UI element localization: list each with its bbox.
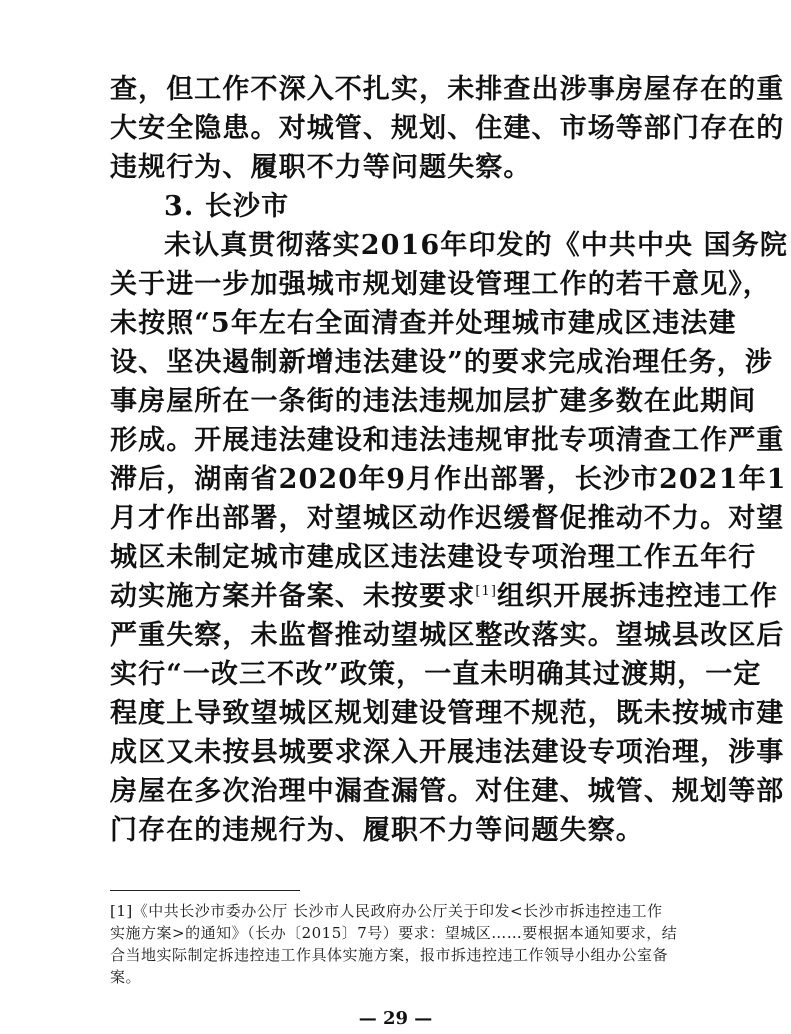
text-line: 实行“一改三不改”政策，一直未明确其过渡期，一定 [110,659,762,690]
text-line: 事房屋所在一条街的违法违规加层扩建多数在此期间 [110,386,757,417]
text-line: 严重失察，未监督推动望城区整改落实。望城县改区后 [110,620,785,651]
text-line: 违规行为、履职不力等问题失察。 [110,152,532,183]
text-line: 程度上导致望城区规划建设管理不规范，既未按城市建 [110,698,785,729]
text-line: 门存在的违规行为、履职不力等问题失察。 [110,815,644,846]
footnote-divider [110,890,300,891]
text-line: 未认真贯彻落实2016年印发的《中共中央 国务院 [164,230,788,261]
text-line: 未按照“5年左右全面清查并处理城市建成区违法建 [110,308,737,339]
text-line: 月才作出部署，对望城区动作迟缓督促推动不力。对望 [110,503,785,534]
footnote-line: 实施方案>的通知》（长办〔2015〕7号）要求：望城区……要根据本通知要求，结 [110,924,678,942]
footnote [110,900,696,988]
text-line: 成区又未按县城要求深入开展违法建设专项治理，涉事 [110,737,785,768]
page-number: — 29 — [358,1008,433,1029]
text-line: 城区未制定城市建成区违法建设专项治理工作五年行 [110,542,757,573]
text-line: 设、坚决遏制新增违法建设”的要求完成治理任务，涉 [110,347,773,378]
text-line: 形成。开展违法建设和违法违规审批专项清查工作严重 [110,425,785,456]
text-line: 大安全隐患。对城管、规划、住建、市场等部门存在的 [110,113,785,144]
text-line: 房屋在多次治理中漏查漏管。对住建、城管、规划等部 [110,776,785,807]
footnote-ref[interactable]: [1] [475,584,498,599]
footnote-line: [1]《中共长沙市委办公厅 长沙市人民政府办公厅关于印发<长沙市拆违控违工作 [110,902,663,920]
text-line-with-footnote-ref [110,577,779,616]
footnote-line: 案。 [110,968,142,986]
text-segment: 组织开展拆违控违工作 [497,581,779,612]
body-text [110,70,788,850]
footnote-line: 合当地实际制定拆违控违工作具体实施方案，报市拆违控违工作领导小组办公室备 [110,946,669,964]
section-heading: 3. 长沙市 [164,191,290,222]
text-line: 查，但工作不深入不扎实，未排查出涉事房屋存在的重 [110,74,785,105]
text-line: 关于进一步加强城市规划建设管理工作的若干意见》， [110,269,771,300]
text-line: 滞后，湖南省2020年9月作出部署，长沙市2021年1 [110,464,787,495]
text-segment: 动实施方案并备案、未按要求 [110,581,476,612]
